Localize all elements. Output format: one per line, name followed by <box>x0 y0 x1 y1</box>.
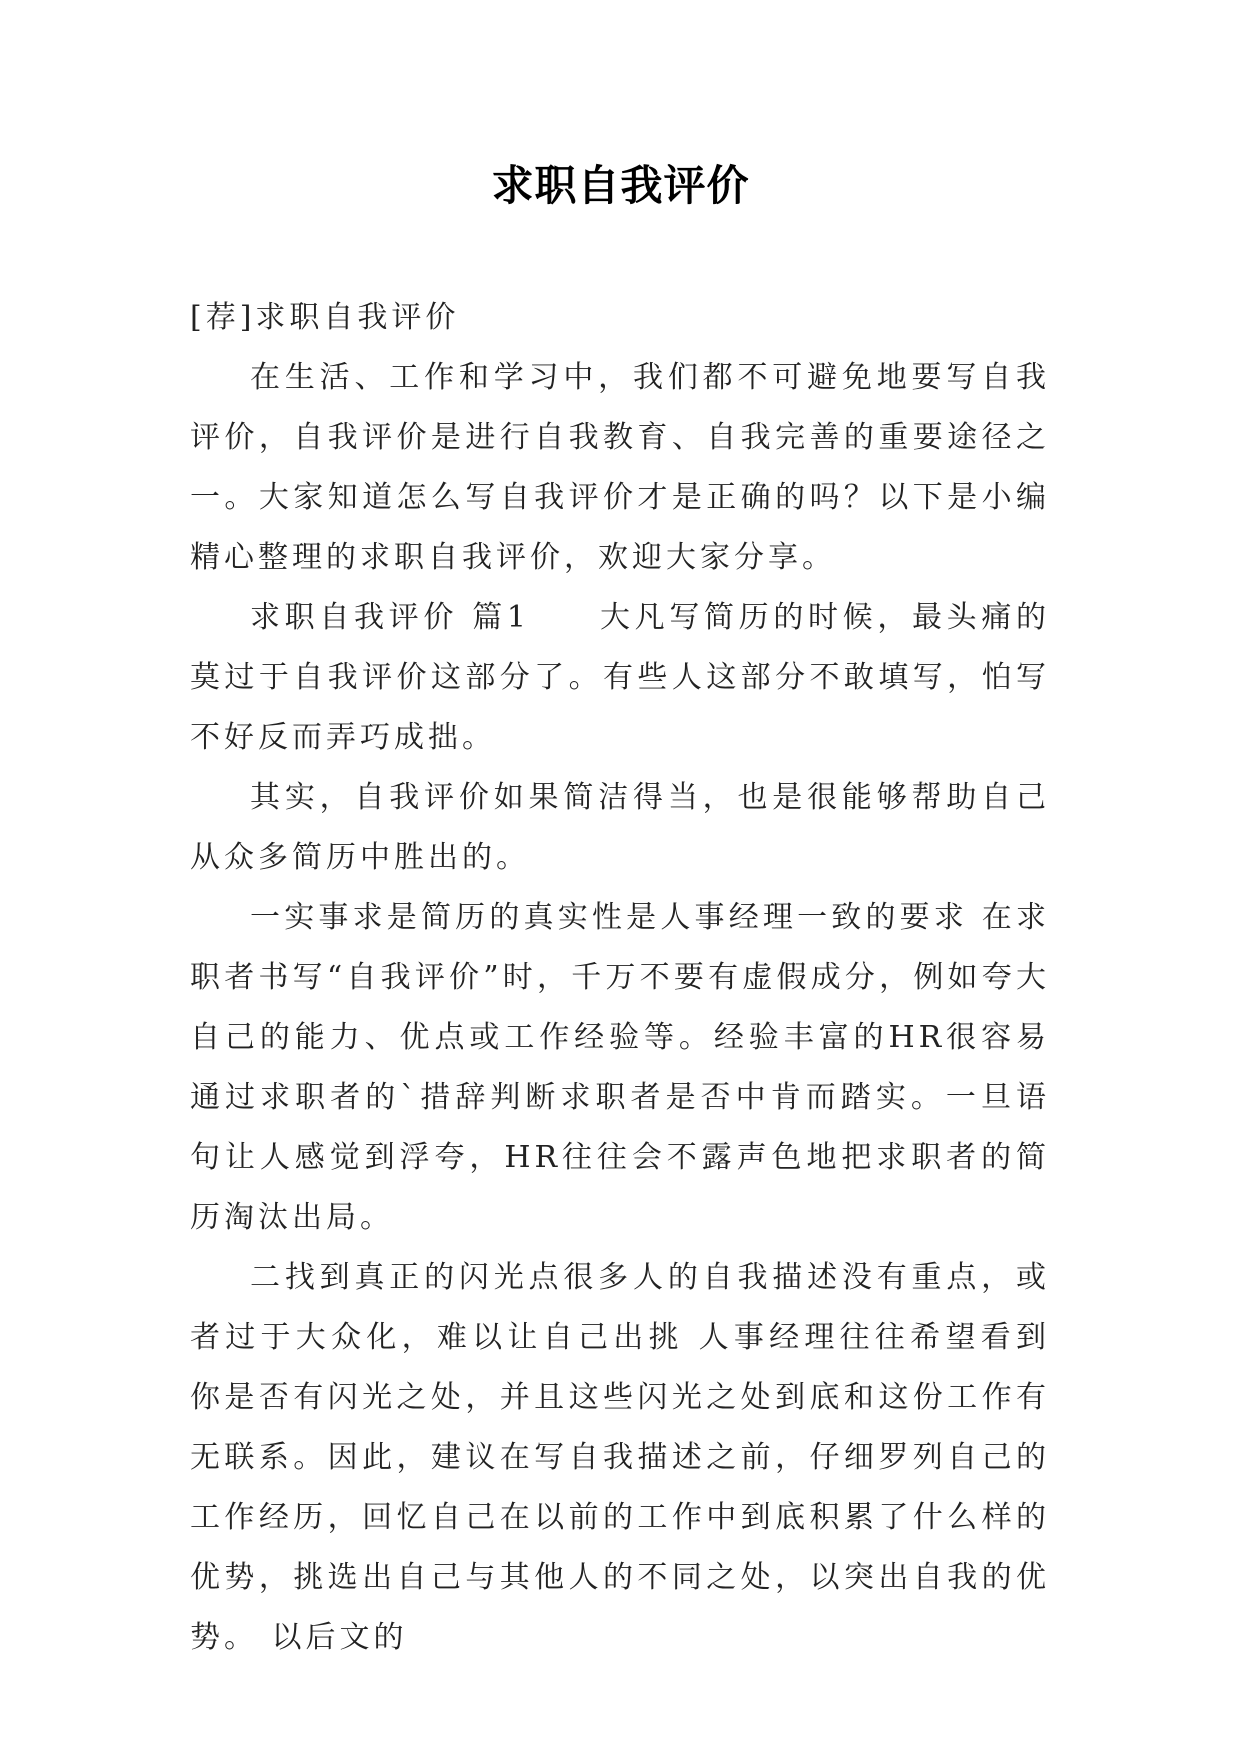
document-title: 求职自我评价 <box>491 161 750 210</box>
paragraph-intro: 在生活、工作和学习中，我们都不可避免地要写自我评价，自我评价是进行自我教育、自我完善的重要途径之一。大家知道怎么写自我评价才是正确的吗？以下是小编精心整理的求职自我评价，欢迎大家分享。 <box>190 360 1050 575</box>
paragraph-section-1: 求职自我评价 篇1 大凡写简历的时候，最头痛的莫过于自我评价这部分了。有些人这部分不敢填写，怕写不好反而弄巧成拙。 <box>190 600 1050 755</box>
document-body <box>190 288 1050 1668</box>
paragraph-in-fact: 其实，自我评价如果简洁得当，也是很能够帮助自己从众多简历中胜出的。 <box>190 780 1050 875</box>
paragraph-point-2: 二找到真正的闪光点很多人的自我描述没有重点，或者过于大众化，难以让自己出挑 人事经理往往希望看到你是否有闪光之处，并且这些闪光之处到底和这份工作有无联系。因此，建议在写自我描述之前，仔细罗列自己的工作经历，回忆自己在以前的工作中到底积累了什么样的优势，挑选出自己与其他人的不同之处，以突出自我的优势。 以后文的 <box>190 1260 1050 1655</box>
paragraph-tag-heading: [荐]求职自我评价 <box>190 300 460 335</box>
paragraph-point-1: 一实事求是简历的真实性是人事经理一致的要求 在求职者书写“自我评价”时，千万不要有虚假成分，例如夸大自己的能力、优点或工作经验等。经验丰富的HR很容易通过求职者的`措辞判断求职者是否中肯而踏实。一旦语句让人感觉到浮夸，HR往往会不露声色地把求职者的简历淘汰出局。 <box>190 900 1050 1235</box>
